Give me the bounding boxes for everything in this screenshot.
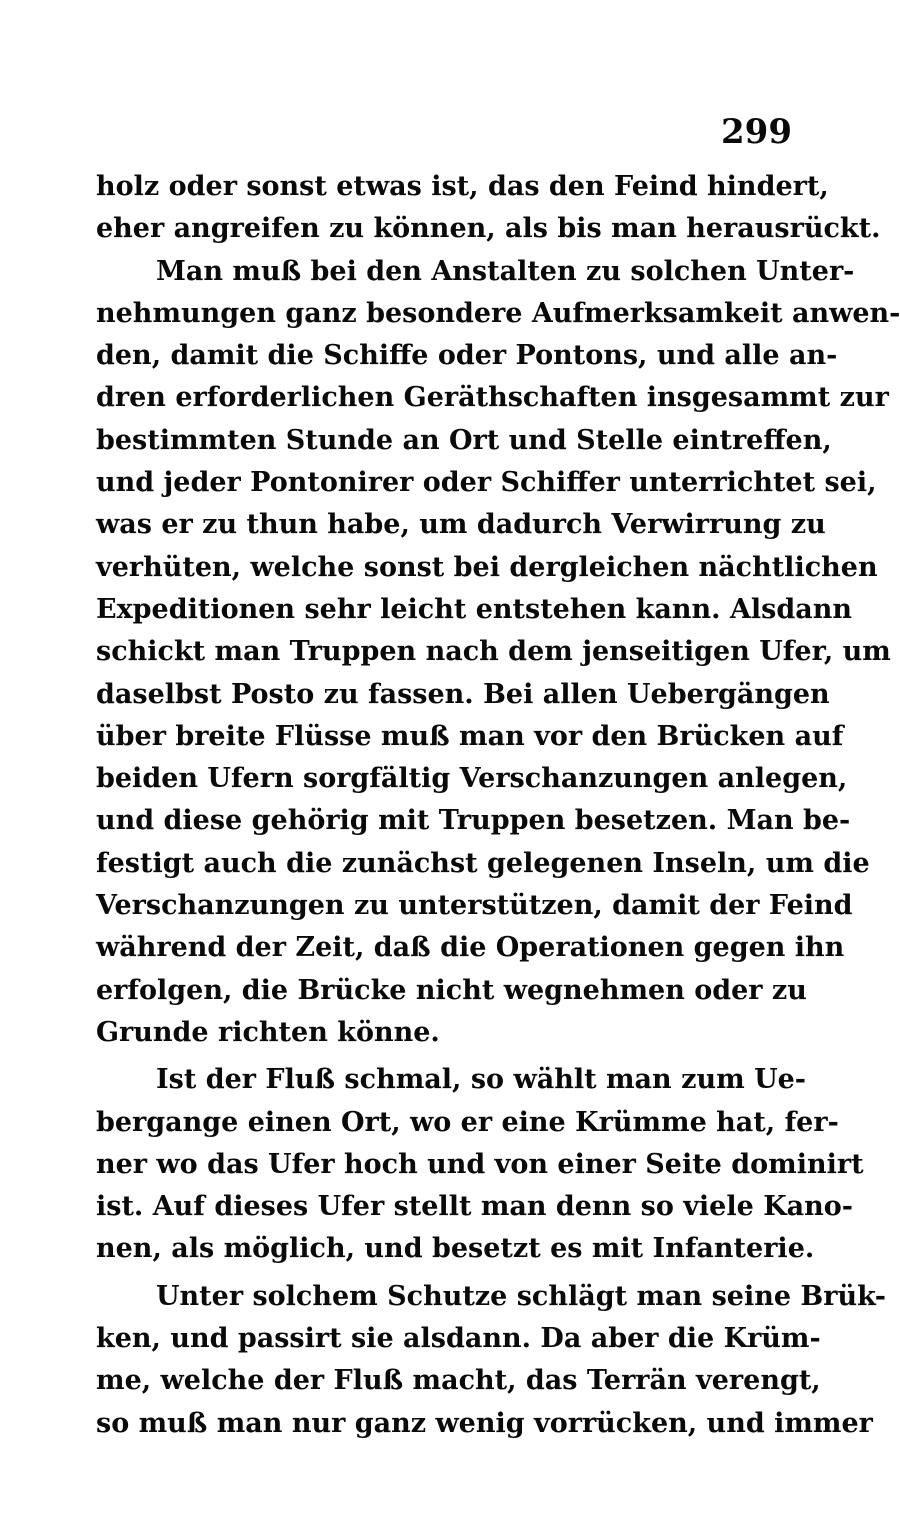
text-line: eher angreifen zu können, als bis man herausrückt. (96, 213, 881, 245)
text-line: Expeditionen sehr leicht entstehen kann. Alsdann (96, 593, 852, 625)
text-line: ken, und passirt sie alsdann. Da aber die Krüm- (96, 1323, 821, 1355)
text-line: während der Zeit, daß die Operationen gegen ihn (96, 932, 845, 964)
text-line: ist. Auf dieses Ufer stellt man denn so viele Kano- (96, 1191, 854, 1223)
text-line: Ist der Fluß schmal, so wählt man zum Ue- (156, 1064, 806, 1096)
text-line: so muß man nur ganz wenig vorrücken, und immer (96, 1407, 873, 1439)
text-line: ner wo das Ufer hoch und von einer Seite dominirt (96, 1148, 864, 1180)
paragraph-1 (96, 166, 881, 251)
text-line: schickt man Truppen nach dem jenseitigen Ufer, um (96, 636, 891, 668)
text-line: me, welche der Fluß macht, das Terrän verengt, (96, 1365, 821, 1397)
text-line: was er zu thun habe, um dadurch Verwirrung zu (96, 509, 826, 541)
body-text (96, 166, 900, 1445)
text-line: erfolgen, die Brücke nicht wegnehmen oder zu (96, 974, 807, 1006)
paragraph-2 (96, 251, 900, 1055)
text-line: beiden Ufern sorgfältig Verschanzungen anlegen, (96, 763, 848, 795)
paragraph-3 (96, 1059, 864, 1270)
text-line: Unter solchem Schutze schlägt man seine Brük- (156, 1280, 886, 1312)
text-line: nehmungen ganz besondere Aufmerksamkeit anwen- (96, 297, 900, 329)
text-line: bestimmten Stunde an Ort und Stelle eintreffen, (96, 424, 832, 456)
text-line: den, damit die Schiffe oder Pontons, und alle an- (96, 340, 838, 372)
text-line: bergange einen Ort, wo er eine Krümme hat, fer- (96, 1106, 839, 1138)
paragraph-4 (96, 1276, 886, 1445)
text-line: Verschanzungen zu unterstützen, damit der Feind (96, 890, 853, 922)
text-line: über breite Flüsse muß man vor den Brücken auf (96, 720, 844, 752)
text-line: Grunde richten könne. (96, 1016, 440, 1048)
text-line: nen, als möglich, und besetzt es mit Infanterie. (96, 1233, 815, 1265)
text-line: holz oder sonst etwas ist, das den Feind hindert, (96, 171, 829, 202)
text-line: dren erforderlichen Geräthschaften insgesammt zur (96, 382, 889, 414)
text-line: und jeder Pontonirer oder Schiffer unterrichtet sei, (96, 467, 877, 499)
text-line: daselbst Posto zu fassen. Bei allen Uebergängen (96, 678, 830, 710)
text-line: und diese gehörig mit Truppen besetzen. Man be- (96, 805, 851, 837)
text-line: verhüten, welche sonst bei dergleichen nächtlichen (96, 551, 878, 583)
page-number: 299 (721, 112, 792, 152)
text-line: Man muß bei den Anstalten zu solchen Unter- (156, 255, 855, 287)
text-line: festigt auch die zunächst gelegenen Inseln, um die (96, 847, 870, 879)
